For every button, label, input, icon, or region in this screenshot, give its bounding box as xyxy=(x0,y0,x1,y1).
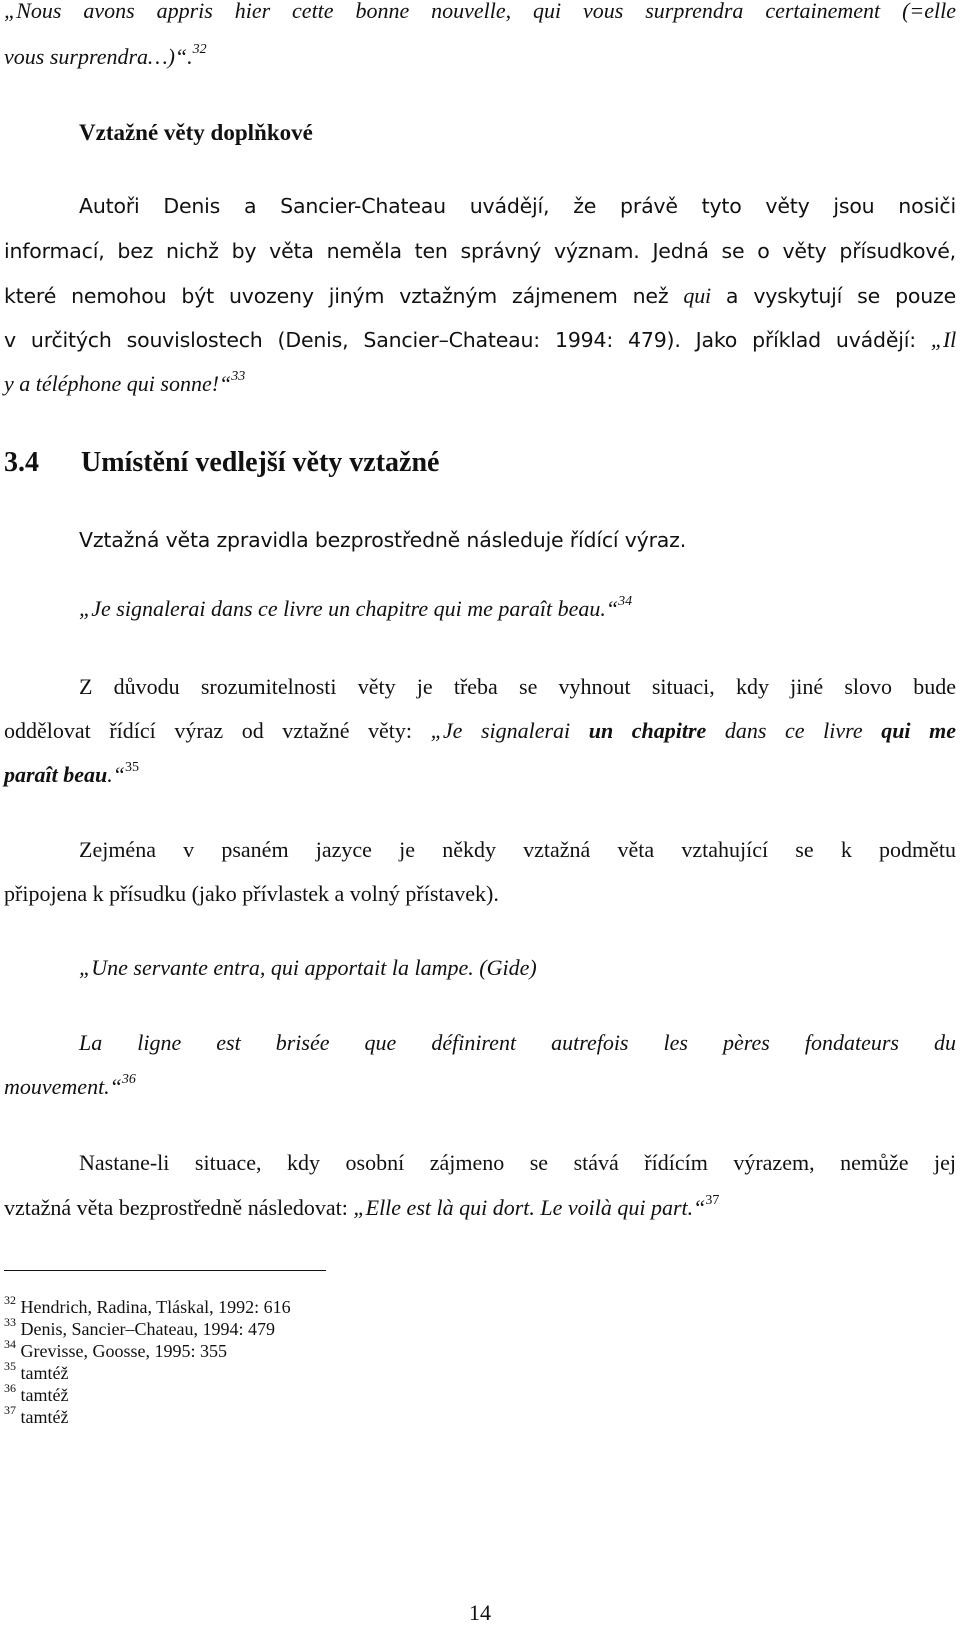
top-example-line-2: vous surprendra…)“.$^{32}$ xyxy=(4,41,207,69)
footnote-ref: 32 xyxy=(192,41,207,57)
footnote: $^{32}$ Hendrich, Radina, Tláskal, 1992: 616 xyxy=(4,1293,291,1317)
example-sentence: „Je signalerai dans ce livre un chapitre qui me paraît beau.“$^{34}$ xyxy=(79,593,633,621)
footnote-ref: 37 xyxy=(705,1192,720,1208)
top-example-line-1: „Nous avons appris hier cette bonne nouvelle, qui vous surprendra certainement (=elle xyxy=(4,0,956,23)
subsection-heading: Vztažné věty doplňkové xyxy=(79,120,313,145)
footnote: $^{37}$ tamtéž xyxy=(4,1403,69,1427)
footnote: $^{36}$ tamtéž xyxy=(4,1381,69,1405)
paragraph-line: Autoři Denis a Sancier-Chateau uvádějí, že právě tyto věty jsou nosiči xyxy=(79,194,956,218)
paragraph-line: informací, bez nichž by věta neměla ten správný význam. Jedná se o věty přísudkové, xyxy=(4,239,956,263)
example-sentence: mouvement.“$^{36}$ xyxy=(4,1071,136,1099)
paragraph-line: které nemohou být uvozeny jiným vztažným zájmenem než qui a vyskytují se pouze xyxy=(4,283,956,308)
footnote-ref: 33 xyxy=(231,368,246,384)
footnote: $^{33}$ Denis, Sancier–Chateau, 1994: 479 xyxy=(4,1315,275,1339)
paragraph-line: oddělovat řídící výraz od vztažné věty: „Je signalerai un chapitre dans ce livre qui me xyxy=(4,718,956,743)
section-title: Umístění vedlejší věty vztažné xyxy=(81,447,440,478)
footnote-separator xyxy=(4,1270,326,1271)
page-number: 14 xyxy=(469,1600,491,1625)
section-number: 3.4 xyxy=(4,447,39,478)
paragraph-line: paraît beau.“$^{35}$ xyxy=(4,759,140,787)
footnote: $^{35}$ tamtéž xyxy=(4,1359,69,1383)
paragraph-line: v určitých souvislostech (Denis, Sancier–Chateau: 1994: 479). Jako příklad uvádějí: „Il xyxy=(4,327,956,352)
paragraph-line: vztažná věta bezprostředně následovat: „Elle est là qui dort. Le voilà qui part.“$^{37}$ xyxy=(4,1192,720,1220)
paragraph-line: Zejména v psaném jazyce je někdy vztažná věta vztahující se k podmětu xyxy=(79,837,956,862)
footnote-ref: 35 xyxy=(125,759,140,775)
paragraph-line: Nastane-li situace, kdy osobní zájmeno se stává řídícím výrazem, nemůže jej xyxy=(79,1150,956,1175)
paragraph-line: připojena k přísudku (jako přívlastek a volný přístavek). xyxy=(4,881,499,906)
paragraph-line: Vztažná věta zpravidla bezprostředně následuje řídící výraz. xyxy=(79,528,687,552)
paragraph-line: Z důvodu srozumitelnosti věty je třeba se vyhnout situaci, kdy jiné slovo bude xyxy=(79,674,956,699)
section-heading xyxy=(4,445,956,481)
footnote-ref: 34 xyxy=(618,593,633,609)
example-sentence: „Une servante entra, qui apportait la lampe. (Gide) xyxy=(79,955,537,980)
example-sentence: y a téléphone qui sonne!“$^{33}$ xyxy=(4,368,246,396)
footnote-ref: 36 xyxy=(121,1071,136,1087)
example-sentence: La ligne est brisée que définirent autrefois les pères fondateurs du xyxy=(79,1030,956,1055)
footnote: $^{34}$ Grevisse, Goosse, 1995: 355 xyxy=(4,1337,227,1361)
